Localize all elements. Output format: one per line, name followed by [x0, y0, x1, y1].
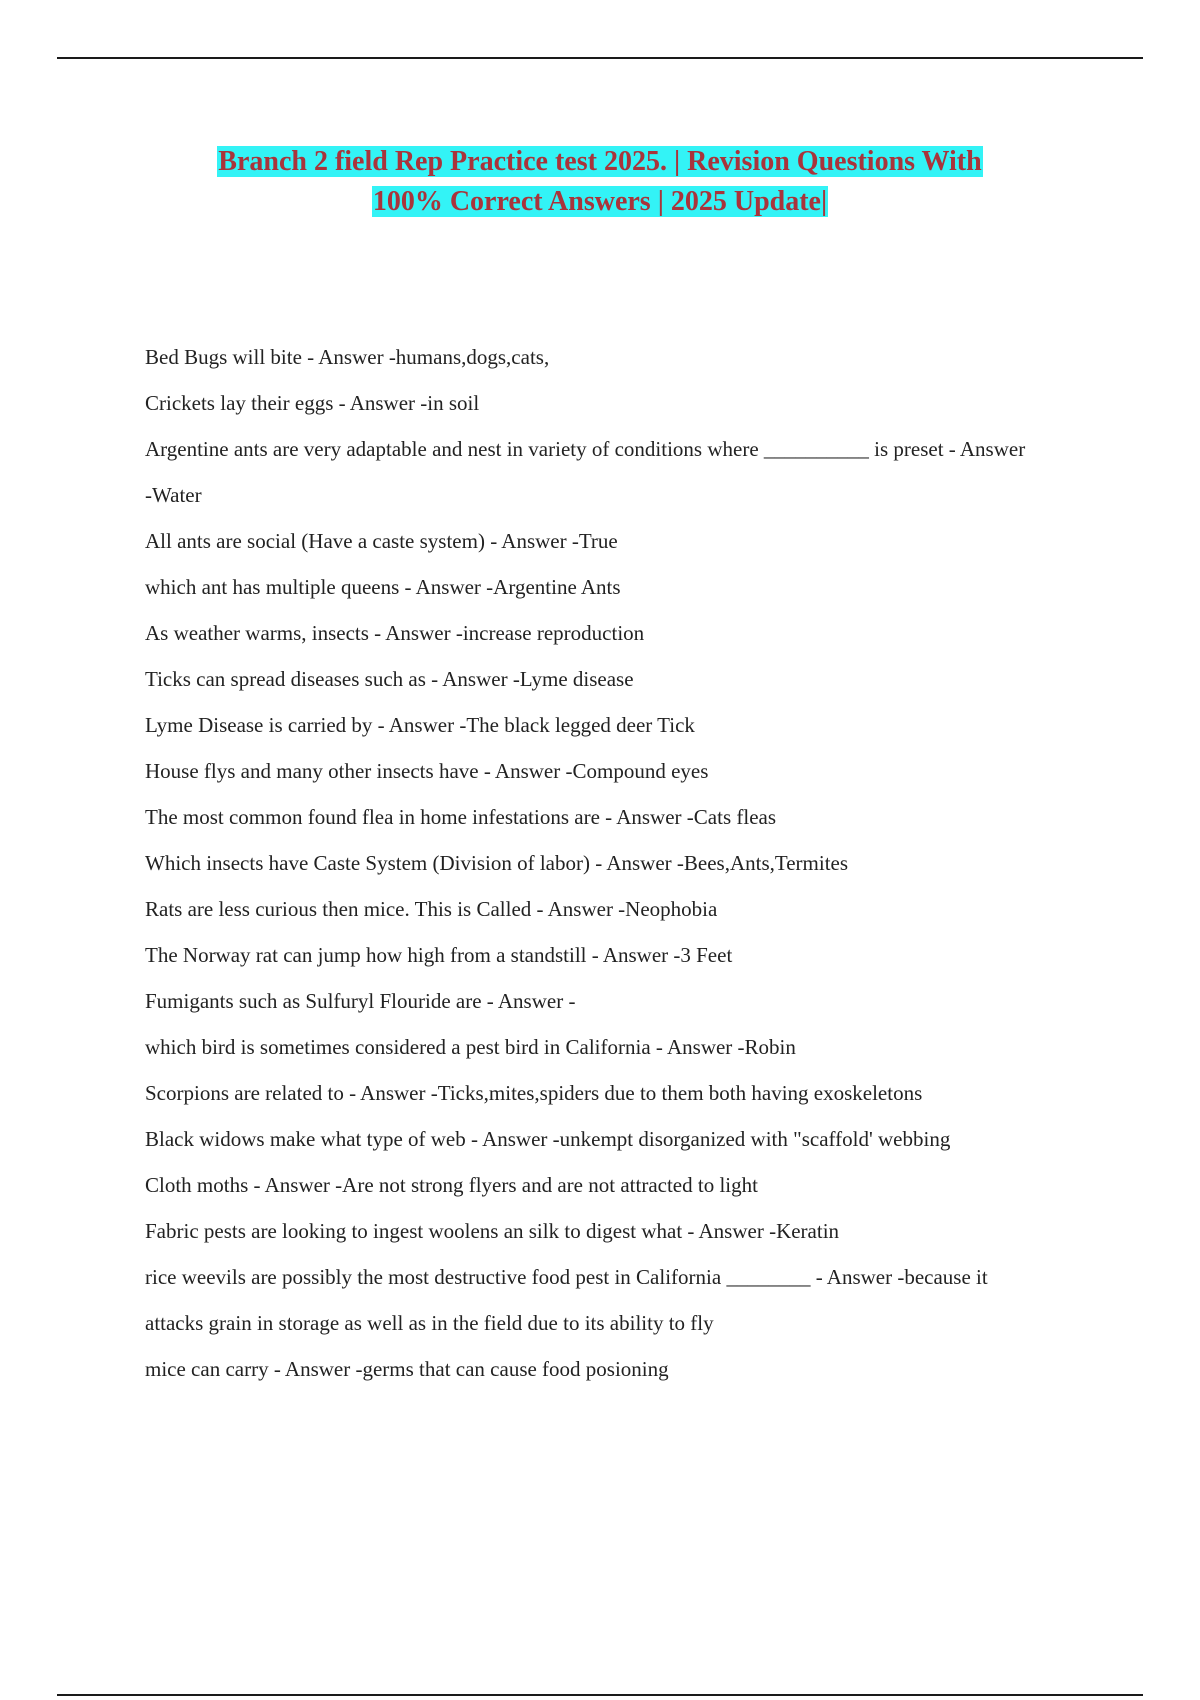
list-item: [145, 940, 1095, 970]
list-item: [145, 756, 1095, 786]
qa-text: Fumigants such as Sulfuryl Flouride are - Answer -: [145, 989, 576, 1013]
list-item: [145, 1308, 1095, 1338]
qa-text: The most common found flea in home infestations are - Answer -Cats fleas: [145, 805, 777, 829]
qa-text: Argentine ants are very adaptable and nest in variety of conditions where __________ is preset - Answer: [145, 437, 1026, 461]
list-item: [145, 848, 1095, 878]
qa-text: Crickets lay their eggs - Answer -in soil: [145, 391, 480, 415]
list-item: [145, 664, 1095, 694]
qa-text: Black widows make what type of web - Answer -unkempt disorganized with "scaffold' webbing: [145, 1127, 951, 1151]
list-item: [145, 710, 1095, 740]
qa-text: Ticks can spread diseases such as - Answer -Lyme disease: [145, 667, 634, 691]
qa-text: Cloth moths - Answer -Are not strong flyers and are not attracted to light: [145, 1173, 758, 1197]
qa-text: The Norway rat can jump how high from a standstill - Answer -3 Feet: [145, 943, 733, 967]
title-line-1: Branch 2 field Rep Practice test 2025. | Revision Questions With: [218, 146, 982, 177]
list-item: [145, 1032, 1095, 1062]
list-item: [145, 480, 1095, 510]
list-item: [145, 572, 1095, 602]
list-item: [145, 526, 1095, 556]
list-item: [145, 1354, 1095, 1384]
top-rule: [57, 57, 1143, 59]
list-item: [145, 802, 1095, 832]
qa-text: mice can carry - Answer -germs that can cause food posioning: [145, 1357, 669, 1381]
list-item: [145, 1262, 1095, 1292]
question-list: [145, 342, 1095, 1400]
qa-text: Lyme Disease is carried by - Answer -The black legged deer Tick: [145, 713, 695, 737]
list-item: [145, 342, 1095, 372]
qa-text: Bed Bugs will bite - Answer -humans,dogs,cats,: [145, 345, 550, 369]
qa-text: which bird is sometimes considered a pest bird in California - Answer -Robin: [145, 1035, 796, 1059]
qa-text: All ants are social (Have a caste system) - Answer -True: [145, 529, 618, 553]
list-item: [145, 986, 1095, 1016]
qa-text: Rats are less curious then mice. This is Called - Answer -Neophobia: [145, 897, 718, 921]
title-line-2: 100% Correct Answers | 2025 Update|: [372, 186, 828, 217]
list-item: [145, 894, 1095, 924]
qa-text: As weather warms, insects - Answer -increase reproduction: [145, 621, 645, 645]
list-item: [145, 388, 1095, 418]
qa-text: Fabric pests are looking to ingest woolens an silk to digest what - Answer -Keratin: [145, 1219, 840, 1243]
list-item: [145, 618, 1095, 648]
qa-text: rice weevils are possibly the most destructive food pest in California ________ - Answer -because it: [145, 1265, 988, 1289]
list-item: [145, 1124, 1095, 1154]
document-title: [57, 142, 1143, 222]
list-item: [145, 434, 1095, 464]
qa-text: -Water: [145, 483, 202, 507]
qa-text: Which insects have Caste System (Division of labor) - Answer -Bees,Ants,Termites: [145, 851, 849, 875]
list-item: [145, 1078, 1095, 1108]
qa-text: Scorpions are related to - Answer -Ticks,mites,spiders due to them both having exoskeletons: [145, 1081, 923, 1105]
qa-text: House flys and many other insects have - Answer -Compound eyes: [145, 759, 709, 783]
list-item: [145, 1170, 1095, 1200]
list-item: [145, 1216, 1095, 1246]
qa-text: attacks grain in storage as well as in the field due to its ability to fly: [145, 1311, 714, 1335]
qa-text: which ant has multiple queens - Answer -Argentine Ants: [145, 575, 621, 599]
bottom-rule: [57, 1694, 1143, 1696]
